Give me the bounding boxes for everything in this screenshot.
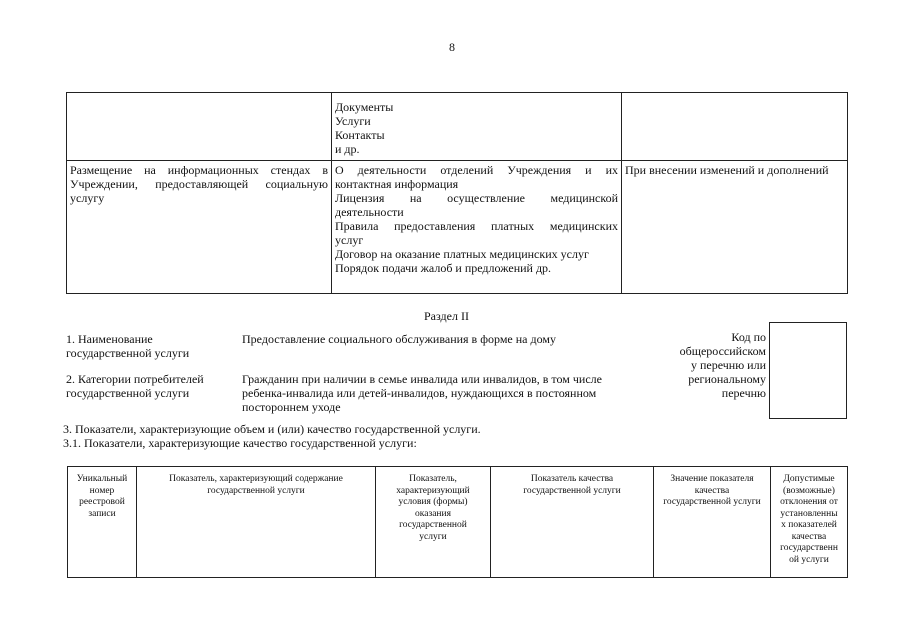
table-cell-method <box>67 161 332 294</box>
content-line: услуг <box>335 233 364 247</box>
table-cell-method <box>67 93 332 161</box>
service-name-value: Предоставление социального обслуживания в форме на дому <box>242 332 556 346</box>
indicators-heading: 3. Показатели, характеризующие объем и (или) качество государственной услуги. <box>63 422 481 436</box>
code-label-line: Код по <box>731 330 766 344</box>
page-number: 8 <box>449 40 455 54</box>
content-line: и др. <box>335 142 360 156</box>
method-line: Учреждении, предоставляющей социальную <box>70 177 328 191</box>
content-line: Документы <box>335 100 394 114</box>
table-cell-content <box>332 161 622 294</box>
service-name-label <box>66 332 189 360</box>
value-line: постороннем уходе <box>242 400 341 414</box>
code-label-line: региональному <box>688 372 766 386</box>
code-label-line: перечню <box>721 386 766 400</box>
quality-indicators-table <box>67 466 848 578</box>
label-line: государственной услуги <box>66 346 190 360</box>
label-line: государственной услуги <box>66 386 190 400</box>
label-line: 1. Наименование <box>66 332 153 346</box>
value-line: Гражданин при наличии в семье инвалида или инвалидов, в том числе <box>242 372 602 386</box>
header-conditions-indicator: Показатель, характеризующий условия (формы) оказания государственной услуги <box>376 467 491 578</box>
content-line: Услуги <box>335 114 371 128</box>
quality-indicators-heading: 3.1. Показатели, характеризующие качество государственной услуги: <box>63 436 417 450</box>
content-line: Порядок подачи жалоб и предложений др. <box>335 261 552 275</box>
method-line: Размещение на информационных стендах в <box>70 163 328 177</box>
content-line: Лицензия на осуществление медицинской <box>335 191 618 205</box>
header-content-indicator: Показатель, характеризующий содержание государственной услуги <box>137 467 376 578</box>
registry-code-box <box>769 322 847 419</box>
content-line: О деятельности отделений Учреждения и их <box>335 163 618 177</box>
table-cell-content <box>332 93 622 161</box>
code-label-line: у перечню или <box>690 358 766 372</box>
table-cell-frequency <box>622 93 848 161</box>
header-quality-indicator: Показатель качества государственной услуги <box>491 467 654 578</box>
registry-code-label <box>660 330 766 400</box>
content-line: Договор на оказание платных медицинских услуг <box>335 247 589 261</box>
label-line: 2. Категории потребителей <box>66 372 204 386</box>
table-row <box>67 161 848 294</box>
content-line: Правила предоставления платных медицинских <box>335 219 618 233</box>
table-row <box>67 93 848 161</box>
consumer-category-label <box>66 372 204 400</box>
header-allowed-deviations: Допустимые (возможные) отклонения от установленны х показателей качества государственн ой услуги <box>771 467 848 578</box>
method-line: услугу <box>70 191 105 205</box>
header-quality-value: Значение показателя качества государственной услуги <box>654 467 771 578</box>
section-title: Раздел II <box>424 309 469 323</box>
table-cell-frequency: При внесении изменений и дополнений <box>622 161 848 294</box>
table-header-row <box>68 467 848 578</box>
value-line: ребенка-инвалида или детей-инвалидов, нуждающихся в постоянном <box>242 386 597 400</box>
consumer-category-value <box>242 372 602 414</box>
code-label-line: общероссийском <box>679 344 766 358</box>
services-info-table <box>66 92 848 294</box>
content-line: контактная информация <box>335 177 459 191</box>
header-registry-number: Уникальный номер реестровой записи <box>68 467 137 578</box>
content-line: Контакты <box>335 128 385 142</box>
content-line: деятельности <box>335 205 404 219</box>
